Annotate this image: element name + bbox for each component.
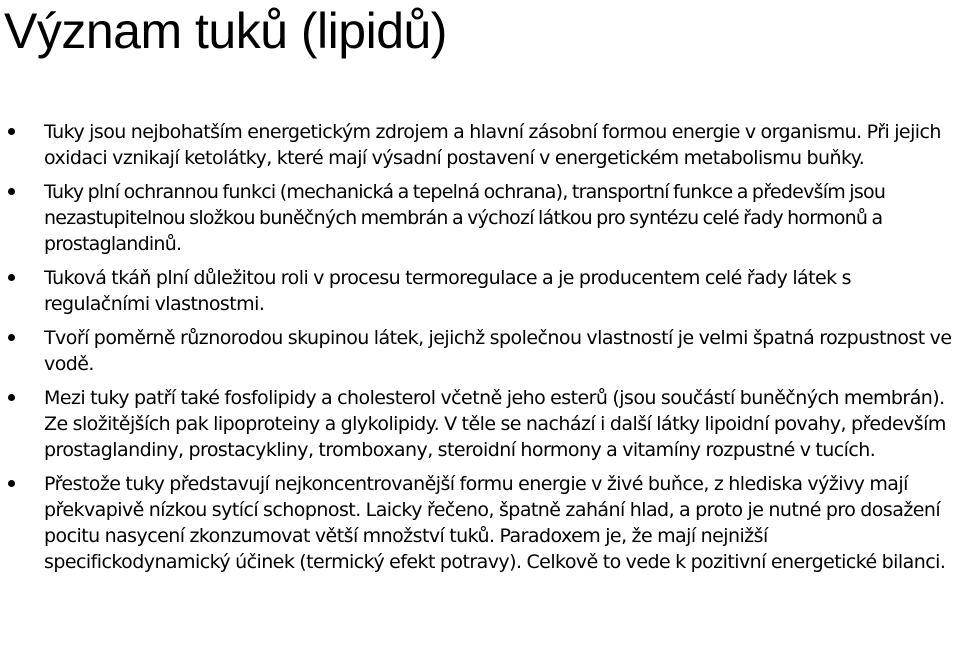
bullet-text: Mezi tuky patří také fosfolipidy a cholesterol včetně jeho esterů (jsou součástí buněčných membrán). Ze složitějších pak lipoproteiny a glykolipidy. V těle se nachází i další látky lipoidní povahy, především prostaglandiny, prostacykliny, tromboxany, steroidní hormony a vitamíny rozpustné v tucích. [44,387,946,461]
bullet-item [0,325,960,377]
bullet-point-icon [8,188,15,195]
bullet-point-icon [8,334,15,341]
bullet-item [0,265,960,317]
bullet-text: Tuková tkáň plní důležitou roli v procesu termoregulace a je producentem celé řady látek s regulačními vlastnostmi. [44,267,851,315]
bullet-item [0,385,960,463]
bullet-point-icon [8,128,15,135]
bullet-point-icon [8,274,15,281]
bullet-text: Tvoří poměrně různorodou skupinou látek, jejichž společnou vlastností je velmi špatná rozpustnost ve vodě. [44,327,952,375]
slide-title: Význam tuků (lipidů) [4,3,447,59]
bullet-text: Tuky jsou nejbohatším energetickým zdrojem a hlavní zásobní formou energie v organismu. Při jejich oxidaci vznikají ketolátky, které mají výsadní postavení v energetickém metabolismu buňky. [44,121,941,169]
bullet-item [0,471,960,575]
bullet-point-icon [8,480,15,487]
bullet-item [0,179,960,257]
bullet-list [0,119,960,583]
bullet-point-icon [8,394,15,401]
bullet-text: Tuky plní ochrannou funkci (mechanická a tepelná ochrana), transportní funkce a především jsou nezastupitelnou složkou buněčných membrán a výchozí látkou pro syntézu celé řady hormonů a prostaglandinů. [44,181,886,255]
bullet-text: Přestože tuky představují nejkoncentrovanější formu energie v živé buňce, z hlediska výživy mají překvapivě nízkou sytící schopnost. Laicky řečeno, špatně zahání hlad, a proto je nutné pro dosažení pocitu nasycení zkonzumovat větší množství tuků. Paradoxem je, že mají nejnižší specifickodynamický účinek (termický efekt potravy). Celkově to vede k pozitivní energetické bilanci. [44,473,946,573]
bullet-item [0,119,960,171]
